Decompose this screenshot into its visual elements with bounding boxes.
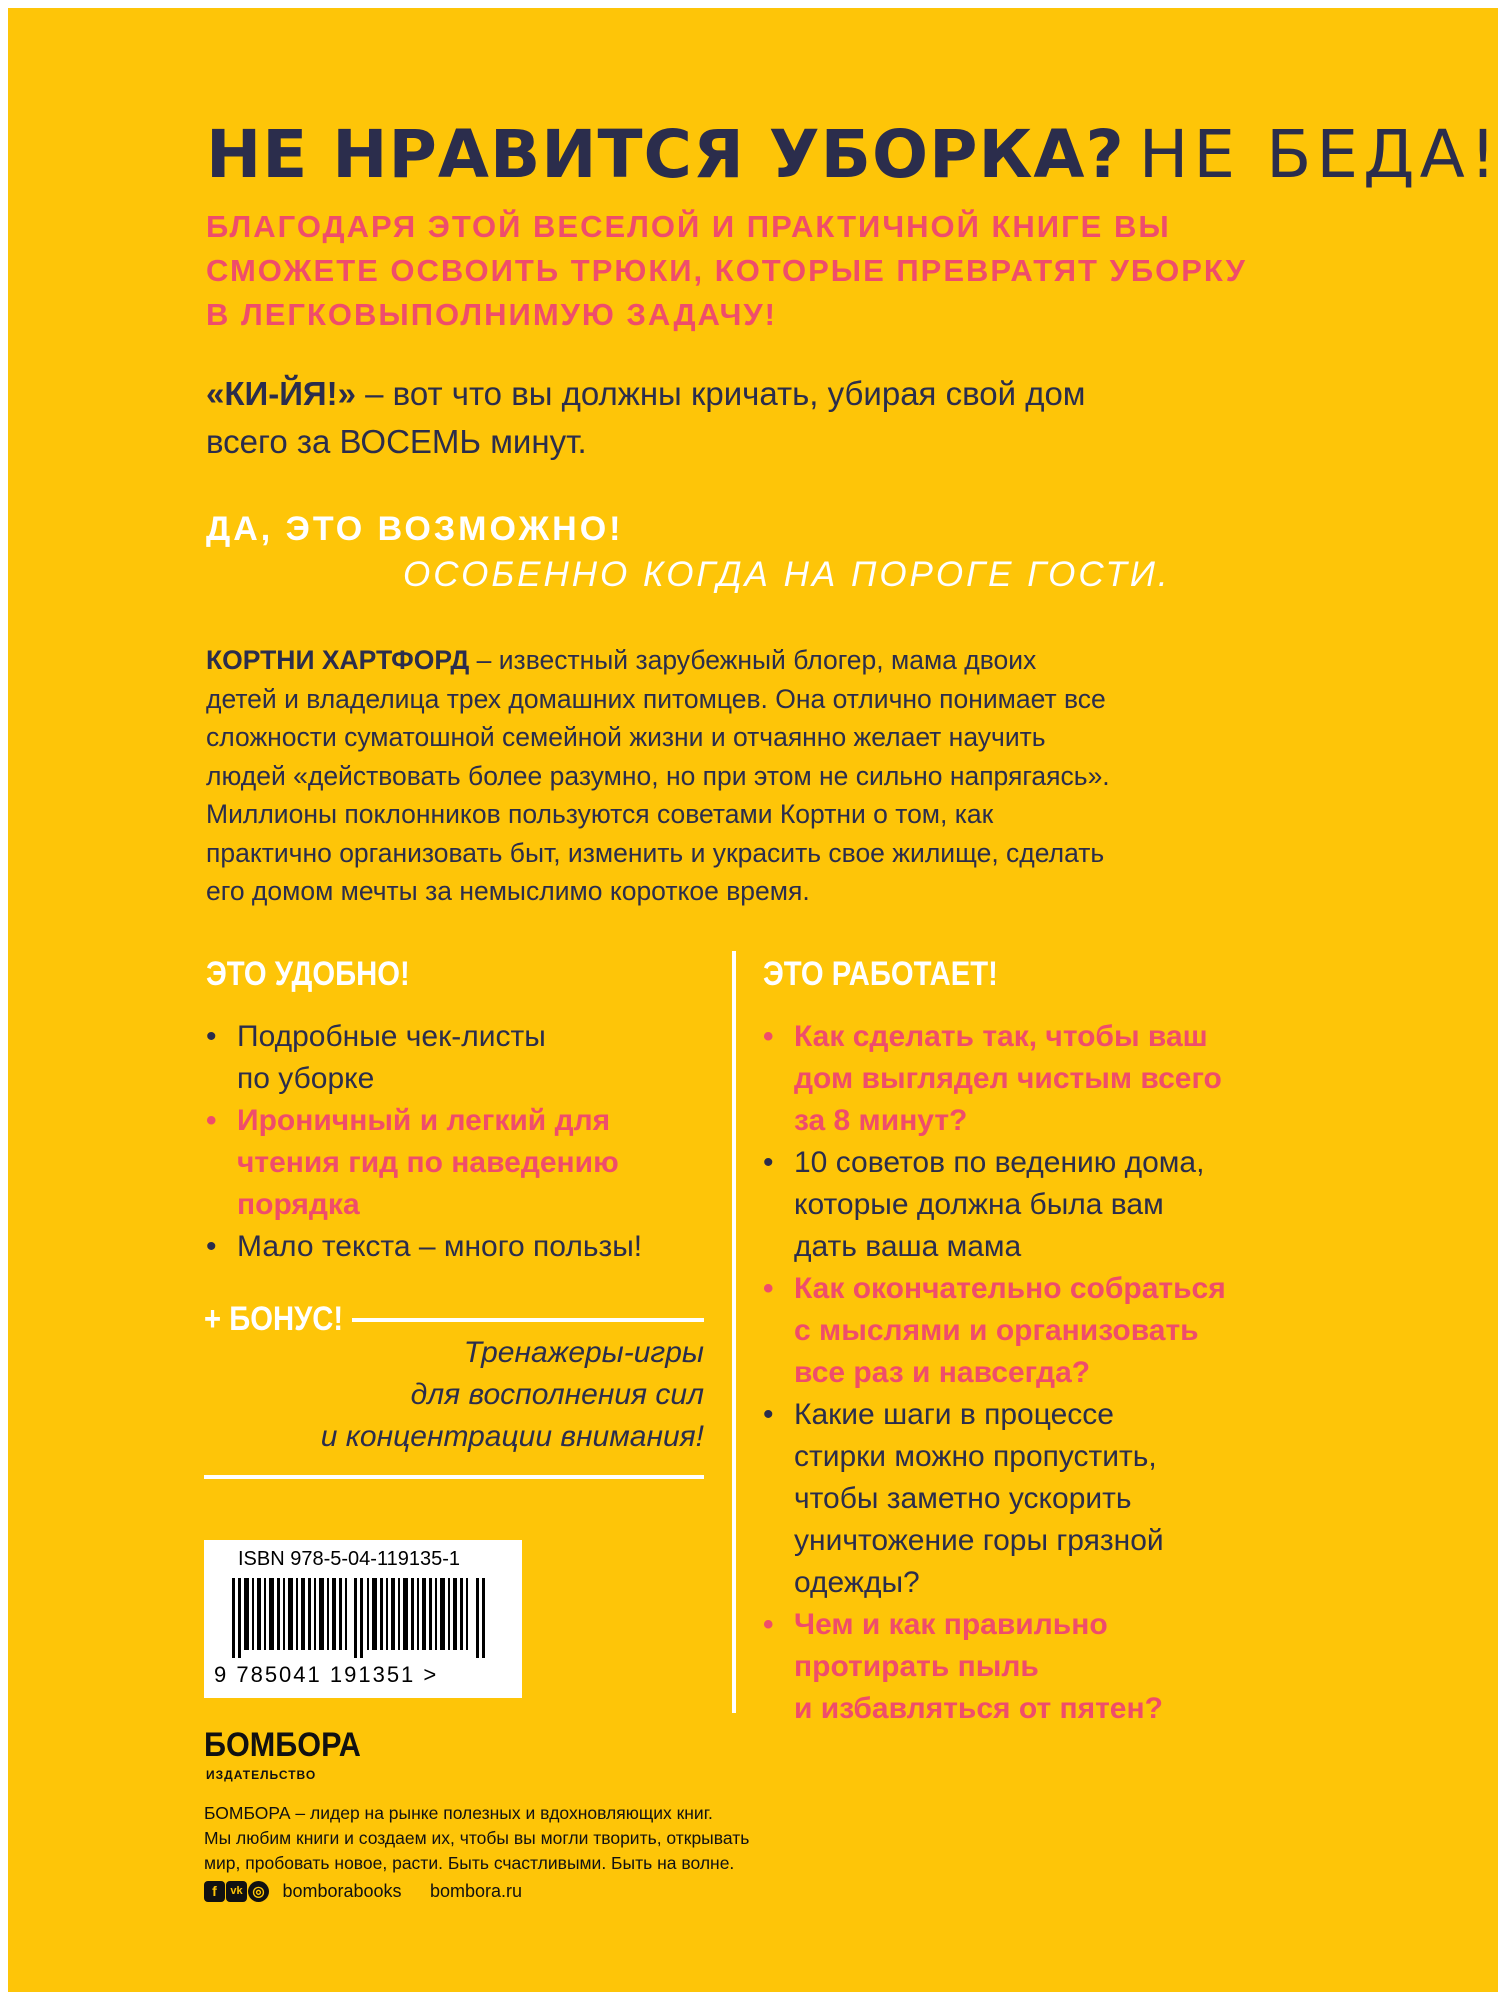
lead-text xyxy=(206,205,1356,337)
kiya-line2: всего за ВОСЕМЬ минут. xyxy=(206,423,587,460)
book-back-cover xyxy=(8,8,1502,1992)
list-item: • Какие шаги в процессе стирки можно пропустить, чтобы заметно ускорить уничтожение горы грязной одежды? xyxy=(763,1394,1413,1604)
author-line: практично организовать быт, изменить и украсить свое жилище, сделать xyxy=(206,837,1105,868)
publisher-logo: БОМБОРА xyxy=(204,1726,361,1764)
kiya-line1: – вот что вы должны кричать, убирая свой дом xyxy=(355,375,1086,412)
bullet-icon xyxy=(206,1016,217,1058)
headline-part2: НЕ БЕДА! xyxy=(1138,116,1502,193)
facebook-icon[interactable]: f xyxy=(204,1881,225,1902)
lead-line: СМОЖЕТЕ ОСВОИТЬ ТРЮКИ, КОТОРЫЕ ПРЕВРАТЯТ УБОРКУ xyxy=(206,253,1247,288)
list-item: • 10 советов по ведению дома, которые должна была вам дать ваша мама xyxy=(763,1142,1413,1268)
bonus-line: и концентрации внимания! xyxy=(320,1420,704,1453)
author-line: – известный зарубежный блогер, мама двоих xyxy=(469,645,1037,675)
bullet-icon xyxy=(763,1268,774,1310)
vk-icon[interactable]: vk xyxy=(226,1881,247,1902)
right-feature-list xyxy=(763,1016,1413,1730)
kiya-strong: «КИ-ЙЯ!» xyxy=(206,375,356,412)
list-item: • Ироничный и легкий для чтения гид по наведению порядка xyxy=(206,1100,706,1226)
column-divider xyxy=(732,951,736,1713)
about-line: мир, пробовать новое, расти. Быть счастливыми. Быть на волне. xyxy=(204,1853,735,1873)
social-links xyxy=(204,1881,522,1905)
author-line: его домом мечты за немыслимо короткое время. xyxy=(206,876,810,906)
list-item: • Чем и как правильно протирать пыль и избавляться от пятен? xyxy=(763,1604,1413,1730)
bullet-icon xyxy=(763,1394,774,1436)
right-column-title: ЭТО РАБОТАЕТ! xyxy=(763,955,998,993)
author-name: КОРТНИ ХАРТФОРД xyxy=(206,645,470,675)
list-item: • Подробные чек-листы по уборке xyxy=(206,1016,706,1100)
list-item: • Как сделать так, чтобы ваш дом выглядел чистым всего за 8 минут? xyxy=(763,1016,1413,1142)
author-line: детей и владелица трех домашних питомцев. Она отлично понимает все xyxy=(206,683,1106,714)
author-line: Миллионы поклонников пользуются советами Кортни о том, как xyxy=(206,799,994,829)
list-item: • Мало текста – много пользы! xyxy=(206,1226,706,1268)
publisher-logo-sub: ИЗДАТЕЛЬСТВО xyxy=(206,1768,317,1782)
left-column-title: ЭТО УДОБНО! xyxy=(206,955,410,993)
instagram-icon[interactable]: ◎ xyxy=(248,1881,269,1902)
publisher-about xyxy=(204,1801,924,1876)
list-item: • Как окончательно собраться с мыслями и организовать все раз и навсегда? xyxy=(763,1268,1413,1394)
guests-subheading: ОСОБЕННО КОГДА НА ПОРОГЕ ГОСТИ. xyxy=(403,555,1171,594)
author-line: людей «действовать более разумно, но при этом не сильно напрягаясь». xyxy=(206,760,1110,791)
lead-line: БЛАГОДАРЯ ЭТОЙ ВЕСЕЛОЙ И ПРАКТИЧНОЙ КНИГЕ ВЫ xyxy=(206,209,1171,244)
bullet-icon xyxy=(763,1016,774,1058)
about-line: БОМБОРА – лидер на рынке полезных и вдохновляющих книг. xyxy=(204,1803,713,1823)
bullet-icon xyxy=(763,1604,774,1646)
kiya-paragraph xyxy=(206,370,1306,466)
about-line: Мы любим книги и создаем их, чтобы вы могли творить, открывать xyxy=(204,1828,750,1848)
bonus-text xyxy=(204,1332,704,1458)
social-handle[interactable]: bomborabooks xyxy=(282,1881,402,1901)
barcode-digits: 9 785041 191351 > xyxy=(214,1662,439,1687)
possible-heading: ДА, ЭТО ВОЗМОЖНО! xyxy=(206,510,624,548)
website-link[interactable]: bombora.ru xyxy=(429,1881,523,1901)
bullet-icon xyxy=(763,1142,774,1184)
author-line: сложности суматошной семейной жизни и отчаянно желает научить xyxy=(206,722,1046,752)
headline xyxy=(206,110,1501,200)
author-bio xyxy=(206,641,1306,911)
isbn-text: ISBN 978-5-04-119135-1 xyxy=(238,1548,460,1570)
bonus-line: для восполнения сил xyxy=(410,1378,704,1411)
bullet-icon xyxy=(206,1226,217,1268)
lead-line: В ЛЕГКОВЫПОЛНИМУЮ ЗАДАЧУ! xyxy=(206,297,777,332)
bonus-title: + БОНУС! xyxy=(204,1300,344,1338)
left-feature-list xyxy=(206,1016,706,1268)
bonus-rule-bottom xyxy=(204,1475,704,1479)
barcode-bars xyxy=(232,1578,494,1658)
bullet-icon xyxy=(206,1100,217,1142)
bonus-rule-top xyxy=(352,1318,704,1322)
headline-part1: НЕ НРАВИТСЯ УБОРКА? xyxy=(206,116,1125,193)
barcode xyxy=(204,1540,522,1698)
bonus-line: Тренажеры-игры xyxy=(463,1336,704,1369)
